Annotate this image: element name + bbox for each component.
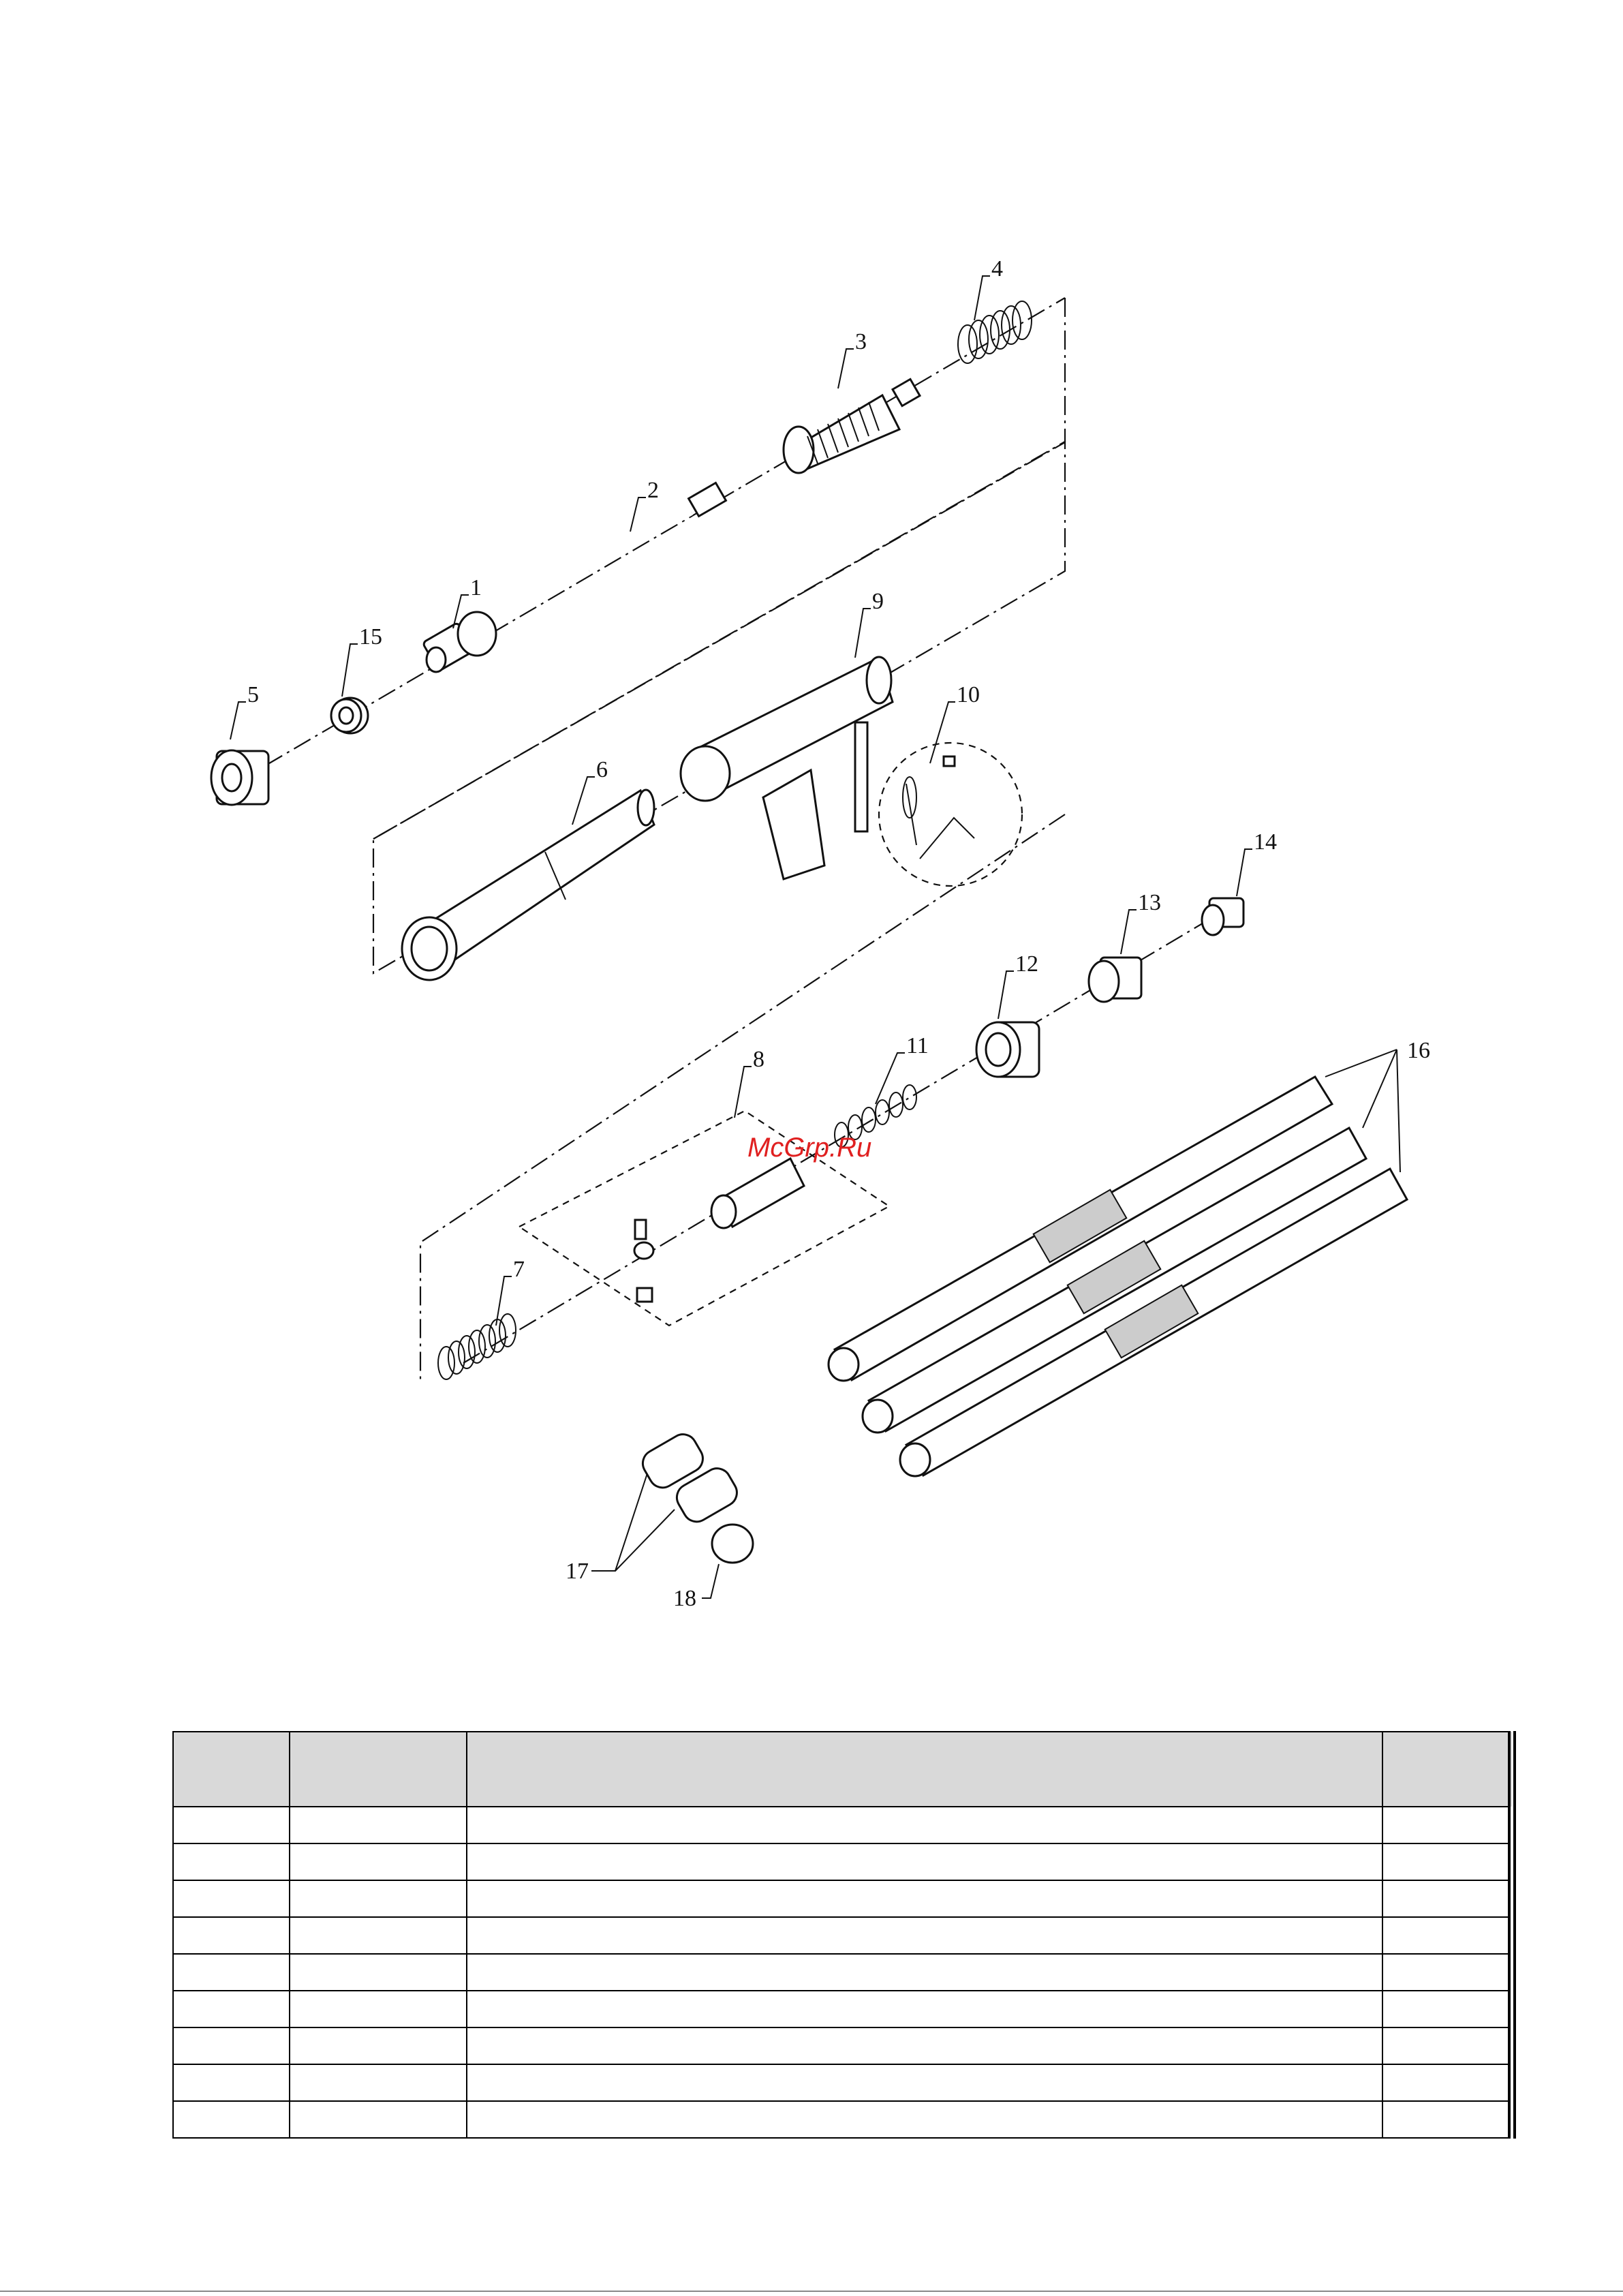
callout-18: 18 <box>673 1586 696 1611</box>
callout-5: 5 <box>247 682 259 707</box>
callout-4: 4 <box>991 256 1003 281</box>
callout-2: 2 <box>647 478 659 503</box>
part-7-spring <box>438 1314 516 1379</box>
table-cell <box>467 1917 1383 1954</box>
callout-16: 16 <box>1407 1038 1430 1063</box>
table-cell <box>1382 1991 1512 2027</box>
part-17-caps <box>638 1429 742 1527</box>
table-row <box>173 1807 1512 1843</box>
table-cell <box>290 1807 466 1843</box>
callout-7: 7 <box>513 1257 525 1282</box>
table-row <box>173 1843 1512 1880</box>
table-cell <box>467 2101 1383 2138</box>
table-cell <box>467 1880 1383 1917</box>
table-cell <box>290 1880 466 1917</box>
table-cell <box>467 1843 1383 1880</box>
table-cell <box>1382 1917 1512 1954</box>
parts-table <box>172 1731 1516 2139</box>
table-row <box>173 1954 1512 1991</box>
table-cell <box>290 2027 466 2064</box>
callout-12: 12 <box>1015 951 1038 977</box>
watermark-text: McGrp.Ru <box>747 1133 872 1163</box>
part-5-ring <box>211 750 268 805</box>
table-cell <box>467 1807 1383 1843</box>
table-cell <box>173 1917 290 1954</box>
table-cell <box>173 1880 290 1917</box>
table-cell <box>1382 2027 1512 2064</box>
callout-9: 9 <box>872 589 884 614</box>
table-cell <box>173 2064 290 2101</box>
table-row <box>173 1880 1512 1917</box>
callout-3: 3 <box>855 329 867 354</box>
table-cell <box>173 2101 290 2138</box>
header-cell <box>1382 1732 1512 1807</box>
table-cell <box>173 1991 290 2027</box>
table-cell <box>173 1807 290 1843</box>
table-header-row <box>173 1732 1512 1807</box>
table-cell <box>467 1954 1383 1991</box>
table-row <box>173 2064 1512 2101</box>
table-cell <box>1382 2101 1512 2138</box>
table-cell <box>1382 2064 1512 2101</box>
table-cell <box>1382 1807 1512 1843</box>
callout-15: 15 <box>359 624 382 649</box>
table-cell <box>290 1917 466 1954</box>
part-10-trigger-detail <box>879 743 1022 886</box>
table-cell <box>1382 1843 1512 1880</box>
callout-13: 13 <box>1138 890 1161 915</box>
header-cell <box>467 1732 1383 1807</box>
part-16-extension-poles <box>829 1077 1407 1476</box>
footer-divider <box>0 2291 1623 2292</box>
header-cell <box>290 1732 466 1807</box>
table-cell <box>467 1991 1383 2027</box>
table-cell <box>173 1843 290 1880</box>
table-row <box>173 2101 1512 2138</box>
part-9-housing <box>681 657 893 879</box>
part-4-spring <box>958 301 1032 363</box>
callout-10: 10 <box>957 682 980 707</box>
table-cell <box>173 1954 290 1991</box>
part-6-barrel <box>402 790 654 980</box>
part-14-fitting <box>1202 898 1243 935</box>
callout-8: 8 <box>753 1047 764 1072</box>
table-row <box>173 1917 1512 1954</box>
part-1-plug <box>422 612 496 672</box>
table-cell <box>290 1991 466 2027</box>
callout-6: 6 <box>596 757 608 782</box>
table-cell <box>1382 1880 1512 1917</box>
table-cell <box>173 2027 290 2064</box>
callout-11: 11 <box>906 1033 929 1058</box>
header-cell <box>173 1732 290 1807</box>
table-cell <box>290 1843 466 1880</box>
table-row <box>173 1991 1512 2027</box>
part-12-ring <box>976 1022 1039 1077</box>
part-15-washer <box>331 698 368 733</box>
table-cell <box>290 2064 466 2101</box>
table-cell <box>467 2027 1383 2064</box>
part-18-cap <box>712 1525 753 1563</box>
callout-17: 17 <box>566 1559 589 1584</box>
axis-line-top <box>266 298 1065 765</box>
table-cell <box>467 2064 1383 2101</box>
part-13-nut <box>1089 958 1141 1002</box>
table-cell <box>290 2101 466 2138</box>
callout-1: 1 <box>470 575 482 600</box>
part-8-piston-group <box>634 1159 804 1302</box>
table-cell <box>290 1954 466 1991</box>
part-3-threaded-sleeve <box>784 379 920 473</box>
callout-14: 14 <box>1254 829 1277 855</box>
table-cell <box>1382 1954 1512 1991</box>
table-row <box>173 2027 1512 2064</box>
